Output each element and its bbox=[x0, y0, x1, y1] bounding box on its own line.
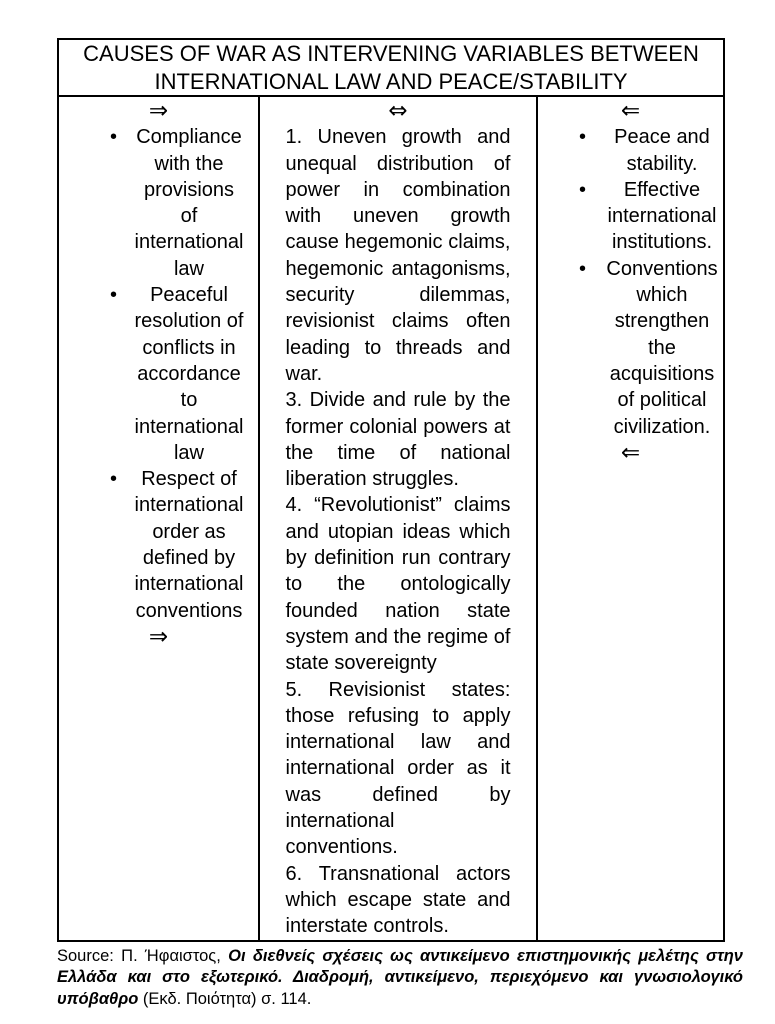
bullet-icon: • bbox=[579, 178, 587, 201]
left-right-double-arrow-icon: ⇔ bbox=[388, 98, 408, 124]
list-item bbox=[110, 282, 244, 466]
bullet-icon: • bbox=[579, 126, 587, 149]
table-title: CAUSES OF WAR AS INTERVENING VARIABLES BETWEEN INTERNATIONAL LAW AND PEACE/STABILITY bbox=[58, 39, 724, 96]
bullet-icon: • bbox=[110, 284, 118, 307]
body-row bbox=[58, 96, 724, 941]
international-law-column bbox=[58, 96, 259, 941]
right-double-arrow-icon: ⇒ bbox=[148, 623, 169, 650]
bullet-icon: • bbox=[110, 126, 118, 149]
peace-stability-column bbox=[537, 96, 724, 941]
cause-paragraph: 3. Divide and rule by the former colonial powers at the time of national liberation struggles. bbox=[285, 389, 511, 491]
cause-paragraph: 1. Uneven growth and unequal distribution of power in combination with uneven growth cause hegemonic claims, hegemonic antagonisms, security dilemmas, revisionist claims often leading to threads and war. bbox=[285, 126, 511, 385]
list-item bbox=[110, 124, 244, 282]
list-item-text: Respect of international order as defined by international conventions bbox=[134, 468, 244, 622]
cause-paragraph: 4. “Revolutionist” claims and utopian ideas which by definition run contrary to the ontologically founded nation state system and the regime of state sovereignty bbox=[285, 494, 511, 675]
right-double-arrow-icon: ⇒ bbox=[148, 98, 169, 124]
list-item-text: Effective international institutions. bbox=[607, 178, 717, 254]
cause-paragraph: 6. Transnational actors which escape state and interstate controls. bbox=[285, 862, 511, 938]
list-item-text: Conventions which strengthen the acquisitions of political civilization. bbox=[606, 257, 718, 438]
list-item bbox=[579, 124, 721, 177]
causes-of-war-column bbox=[259, 96, 537, 941]
source-citation bbox=[57, 946, 743, 1011]
left-double-arrow-icon: ⇐ bbox=[620, 98, 641, 124]
bullet-icon: • bbox=[579, 257, 587, 280]
list-item-text: Peace and stability. bbox=[614, 126, 710, 175]
left-double-arrow-icon: ⇐ bbox=[620, 439, 641, 466]
source-suffix: (Εκδ. Ποιότητα) σ. 114. bbox=[142, 990, 312, 1009]
source-prefix: Source: Π. Ήφαιστος, bbox=[57, 946, 221, 965]
list-item-text: Peaceful resolution of conflicts in accordance to international law bbox=[134, 284, 244, 464]
list-item bbox=[579, 177, 721, 256]
list-item-text: Compliance with the provisions of international law bbox=[134, 126, 244, 280]
causes-of-war-table bbox=[57, 38, 725, 942]
list-item bbox=[110, 466, 244, 624]
list-item bbox=[579, 256, 721, 440]
bullet-icon: • bbox=[110, 468, 118, 491]
cause-paragraph: 5. Revisionist states: those refusing to apply international law and international order as it was defined by international conventions. bbox=[285, 678, 511, 859]
source-work-title: Οι διεθνείς σχέσεις ως αντικείμενο επιστημονικής μελέτης στην Ελλάδα και στο εξωτερικό. Διαδρομή, αντικείμενο, περιεχόμενο και γνωσιολογικό υπόβαθρο bbox=[57, 946, 743, 1009]
title-row bbox=[58, 39, 724, 96]
causes-text-block bbox=[286, 124, 511, 939]
